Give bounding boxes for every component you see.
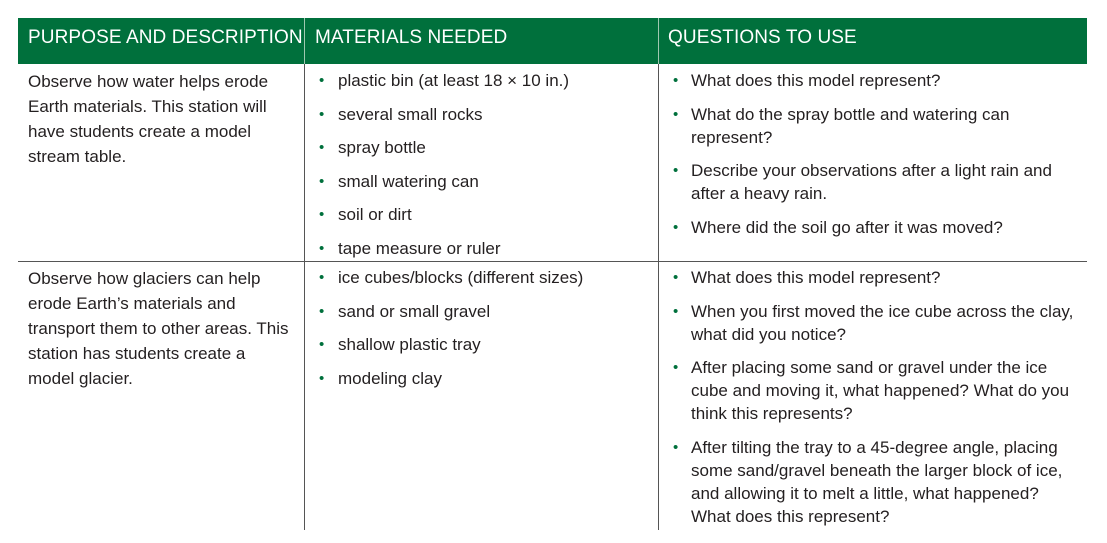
question-text: What does this model represent? (691, 268, 941, 287)
material-text: spray bottle (338, 138, 426, 157)
questions-list (659, 64, 1087, 239)
material-text: plastic bin (at least 18 × 10 in.) (338, 71, 570, 90)
question-text: When you first moved the ice cube across the clay, what did you notice? (691, 301, 1074, 344)
question-text: What do the spray bottle and watering can represent? (691, 104, 1010, 147)
list-item (659, 300, 1087, 346)
bullet-icon: • (319, 72, 325, 89)
bullet-icon: • (319, 139, 325, 156)
table-header-row (18, 18, 1087, 64)
material-text: ice cubes/blocks (different sizes) (338, 268, 584, 287)
list-item (305, 300, 658, 323)
materials-list (305, 262, 658, 390)
list-item (305, 203, 658, 226)
material-text: tape measure or ruler (338, 238, 501, 258)
questions-list (659, 262, 1087, 528)
question-text: After placing some sand or gravel under the ice cube and moving it, what happened? What do you think this represents? (691, 358, 1070, 423)
list-item (305, 237, 658, 260)
list-item (305, 266, 658, 289)
list-item (659, 356, 1087, 425)
bullet-icon: • (319, 302, 325, 320)
bullet-icon: • (319, 105, 325, 123)
bullet-icon: • (319, 172, 325, 190)
bullet-icon: • (673, 438, 679, 456)
bullet-icon: • (673, 72, 679, 89)
bullet-icon: • (319, 269, 325, 286)
questions-cell (658, 64, 1087, 261)
list-item (305, 69, 658, 92)
material-text: soil or dirt (338, 205, 412, 224)
material-text: modeling clay (338, 368, 442, 388)
bullet-icon: • (673, 218, 679, 236)
header-materials-needed: MATERIALS NEEDED (304, 18, 658, 64)
stations-table (18, 18, 1087, 530)
question-text: After tilting the tray to a 45-degree angle, placing some sand/gravel beneath the larger block of ice, and allowing it to melt a little, what happened? What does this represent? (691, 437, 1063, 526)
bullet-icon: • (673, 269, 679, 286)
question-text: What does this model represent? (691, 71, 941, 90)
bullet-icon: • (319, 206, 325, 223)
materials-list (305, 64, 658, 260)
header-purpose-and-description: PURPOSE AND DESCRIPTION (28, 27, 303, 48)
list-item (659, 436, 1087, 528)
list-item (305, 103, 658, 126)
list-item (305, 367, 658, 390)
bullet-icon: • (673, 359, 679, 376)
list-item (659, 69, 1087, 92)
bullet-icon: • (673, 105, 679, 123)
questions-cell (658, 262, 1087, 530)
bullet-icon: • (673, 162, 679, 179)
header-questions-to-use: QUESTIONS TO USE (658, 18, 1087, 64)
bullet-icon: • (319, 239, 325, 257)
bullet-icon: • (673, 302, 679, 320)
material-text: several small rocks (338, 104, 483, 124)
table-row (18, 64, 1087, 262)
list-item (659, 103, 1087, 149)
material-text: shallow plastic tray (338, 335, 481, 354)
purpose-description: Observe how water helps erode Earth materials. This station will have students create a model stream table. (28, 72, 269, 166)
material-text: small watering can (338, 171, 479, 191)
list-item (305, 170, 658, 193)
materials-cell (304, 262, 658, 530)
materials-cell (304, 64, 658, 261)
list-item (305, 333, 658, 356)
table-row (18, 262, 1087, 530)
list-item (659, 266, 1087, 289)
purpose-description: Observe how glaciers can help erode Earth’s materials and transport them to other areas. This station has students create a model glacier. (28, 269, 289, 388)
list-item (659, 216, 1087, 239)
list-item (305, 136, 658, 159)
question-text: Where did the soil go after it was moved? (691, 217, 1003, 237)
material-text: sand or small gravel (338, 301, 491, 321)
list-item (659, 159, 1087, 205)
bullet-icon: • (319, 369, 325, 387)
bullet-icon: • (319, 336, 325, 353)
question-text: Describe your observations after a light rain and after a heavy rain. (691, 161, 1052, 203)
